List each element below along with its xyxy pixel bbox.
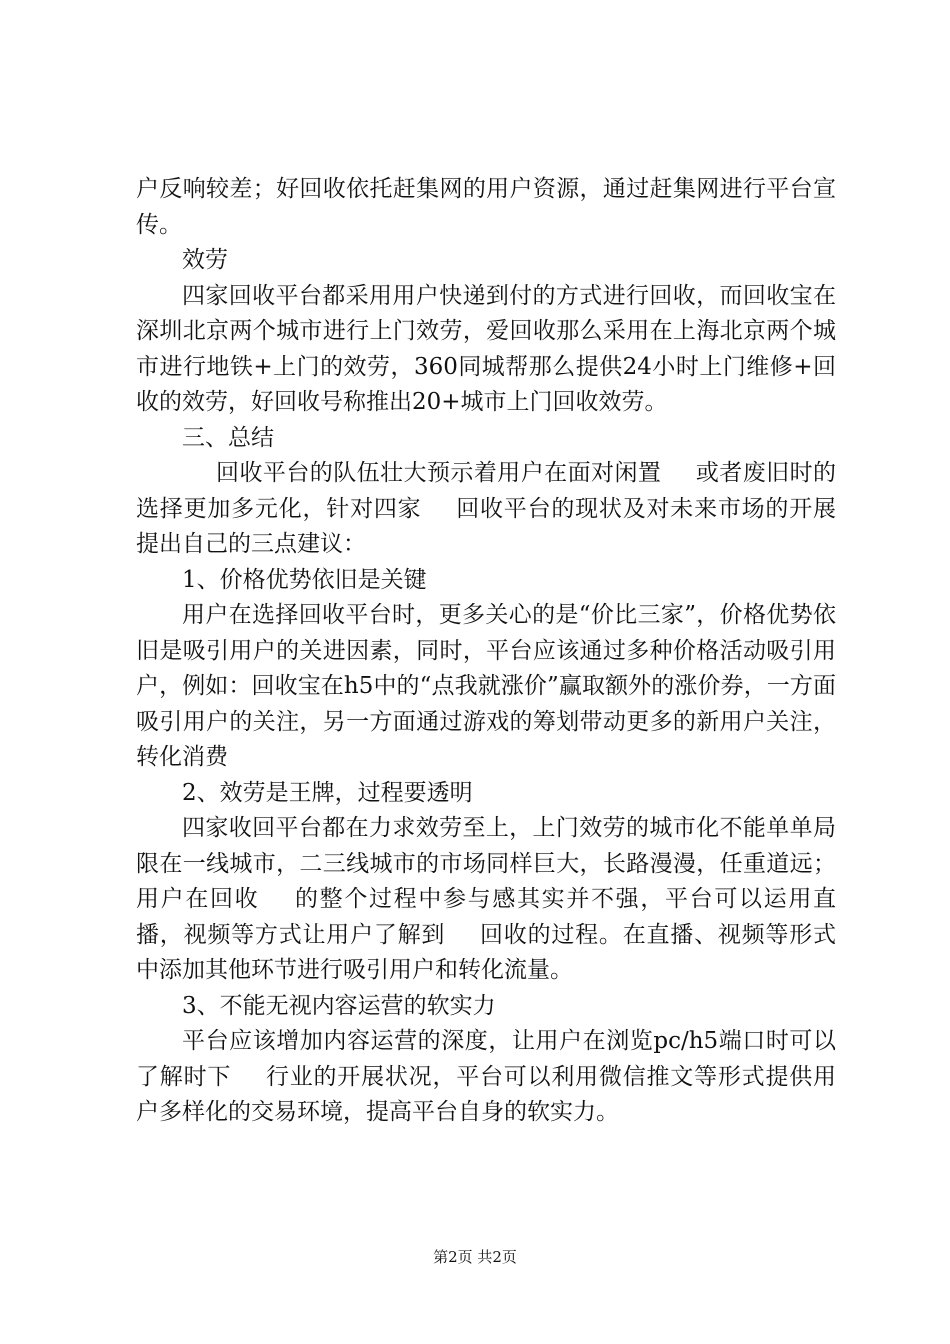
paragraph-summary [136,456,836,563]
paragraph-point-2-part-1: 四家收回平台都在力求效劳至上，上门效劳的城市化不能单单局限在一线城市，二三线城市的市场同样巨大，长路漫漫，任重道远；用户在回收 [136,815,836,912]
paragraph-point-2-part-3: 回收的过程。在直播、视频等形式中添加其他环节进行吸引用户和转化流量。 [136,921,837,983]
document-body [136,172,836,1131]
page-footer: 第2页 共2页 [433,1248,517,1266]
paragraph-point-3-part-2: 行业的开展状况，平台可以利用微信推文等形式提供用户多样化的交易环境，提高平台自身的软实力。 [136,1063,837,1125]
paragraph-summary-part-1: 回收平台的队伍壮大预示着用户在面对闲置 [216,460,662,486]
heading-point-2: 2、效劳是王牌，过程要透明 [182,779,473,806]
paragraph-point-2 [136,811,836,989]
paragraph-continuation: 户反响较差；好回收依托赶集网的用户资源，通过赶集网进行平台宣传。 [136,176,836,238]
paragraph-point-3-part-1: 平台应该增加内容运营的深度，让用户在浏览pc/h5端口时可以了解时下 [136,1028,836,1090]
heading-service: 效劳 [182,247,228,273]
paragraph-point-1: 用户在选择回收平台时，更多关心的是“价比三家”，价格优势依旧是吸引用户的关进因素，同时，平台应该通过多种价格活动吸引用户，例如：回收宝在h5中的“点我就涨价”赢取额外的涨价券，一方面吸引用户的关注，另一方面通过游戏的筹划带动更多的新用户关注，转化消费 [136,602,836,770]
heading-point-3: 3、不能无视内容运营的软实力 [182,992,496,1019]
paragraph-service: 四家回收平台都采用用户快递到付的方式进行回收，而回收宝在深圳北京两个城市进行上门效劳，爱回收那么采用在上海北京两个城市进行地铁+上门的效劳，360同城帮那么提供24小时上门维修+回收的效劳，好回收号称推出20+城市上门回收效劳。 [136,282,836,415]
heading-summary: 三、总结 [182,424,274,451]
paragraph-summary-part-2: 或者废旧时的选择更加多元化，针对四家 [136,460,837,522]
paragraph-point-2-part-2: 的整个过程中参与感其实并不强，平台可以运用直播，视频等方式让用户了解到 [136,886,837,948]
paragraph-summary-part-3: 回收平台的现状及对未来市场的开展提出自己的三点建议： [136,495,837,557]
paragraph-point-3 [136,1024,836,1131]
heading-point-1: 1、价格优势依旧是关键 [182,566,427,593]
